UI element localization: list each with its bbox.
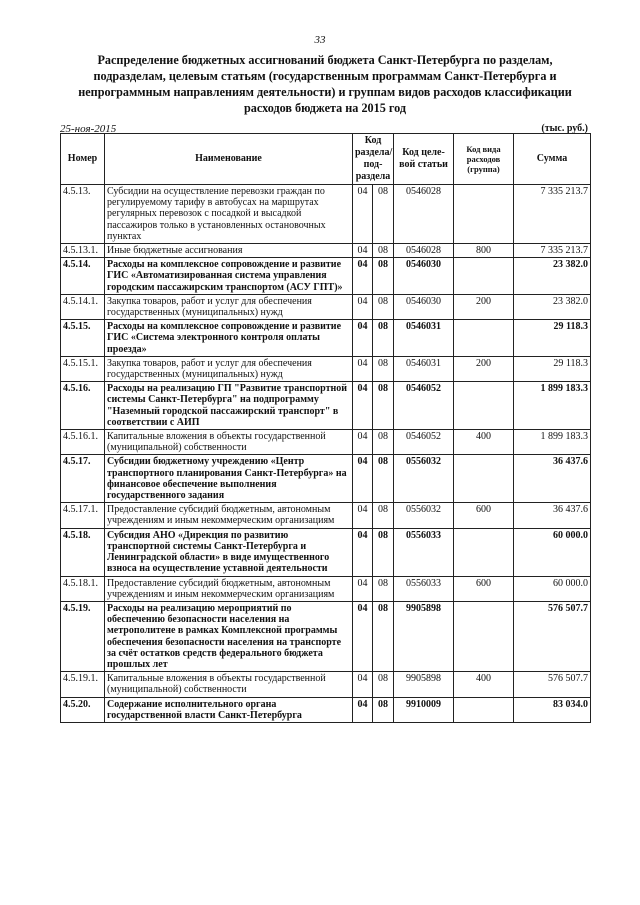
row-name-cell: Иные бюджетные ассигнования xyxy=(105,244,353,258)
row-section-cell: 04 xyxy=(353,455,373,503)
row-subsection-cell: 08 xyxy=(373,185,394,244)
row-subsection-cell: 08 xyxy=(373,258,394,295)
row-section-cell: 04 xyxy=(353,258,373,295)
row-article-cell: 0556033 xyxy=(394,576,454,601)
row-subsection-cell: 08 xyxy=(373,320,394,357)
row-article-cell: 0546028 xyxy=(394,185,454,244)
row-sum-cell: 29 118.3 xyxy=(514,320,591,357)
row-name-cell: Расходы на комплексное сопровождение и развитие ГИС «Автоматизированная система управления городским пассажирским транспортом (АСУ ГПТ)» xyxy=(105,258,353,295)
row-subsection-cell: 08 xyxy=(373,382,394,430)
row-sum-cell: 23 382.0 xyxy=(514,258,591,295)
budget-table xyxy=(60,133,591,723)
table-row xyxy=(61,185,591,244)
row-article-cell: 0546030 xyxy=(394,258,454,295)
row-group-cell xyxy=(454,382,514,430)
row-sum-cell: 23 382.0 xyxy=(514,294,591,319)
row-group-cell xyxy=(454,697,514,722)
table-row xyxy=(61,672,591,697)
row-number-cell: 4.5.18.1. xyxy=(61,576,105,601)
row-number-cell: 4.5.20. xyxy=(61,697,105,722)
table-row xyxy=(61,320,591,357)
row-sum-cell: 60 000.0 xyxy=(514,528,591,576)
header-name: Наименование xyxy=(105,134,353,185)
row-name-cell: Субсидии бюджетному учреждению «Центр транспортного планирования Санкт-Петербурга» на финансовое обеспечение выполнения государственного задания xyxy=(105,455,353,503)
row-subsection-cell: 08 xyxy=(373,356,394,381)
row-number-cell: 4.5.14.1. xyxy=(61,294,105,319)
table-row xyxy=(61,697,591,722)
row-sum-cell: 1 899 183.3 xyxy=(514,382,591,430)
document-date: 25-ноя-2015 xyxy=(60,123,117,135)
row-group-cell xyxy=(454,528,514,576)
row-section-cell: 04 xyxy=(353,430,373,455)
row-section-cell: 04 xyxy=(353,576,373,601)
row-sum-cell: 36 437.6 xyxy=(514,503,591,528)
row-number-cell: 4.5.15. xyxy=(61,320,105,357)
row-article-cell: 0546052 xyxy=(394,382,454,430)
row-sum-cell: 576 507.7 xyxy=(514,672,591,697)
row-section-cell: 04 xyxy=(353,528,373,576)
row-article-cell: 9905898 xyxy=(394,601,454,671)
row-group-cell xyxy=(454,455,514,503)
row-name-cell: Содержание исполнительного органа государственной власти Санкт-Петербурга xyxy=(105,697,353,722)
row-number-cell: 4.5.16. xyxy=(61,382,105,430)
table-row xyxy=(61,382,591,430)
row-number-cell: 4.5.15.1. xyxy=(61,356,105,381)
row-article-cell: 0546031 xyxy=(394,320,454,357)
row-section-cell: 04 xyxy=(353,697,373,722)
table-row xyxy=(61,576,591,601)
row-sum-cell: 83 034.0 xyxy=(514,697,591,722)
row-article-cell: 0556032 xyxy=(394,503,454,528)
row-article-cell: 0546028 xyxy=(394,244,454,258)
table-row xyxy=(61,294,591,319)
document-title: Распределение бюджетных ассигнований бюджета Санкт-Петербурга по разделам, подразделам, целевым статьям (государственным программам Санкт-Петербурга и непрограммным направлениям деятельности) и группам видов расходов классификации расходов бюджета на 2015 год xyxy=(78,53,572,115)
row-section-cell: 04 xyxy=(353,244,373,258)
row-sum-cell: 1 899 183.3 xyxy=(514,430,591,455)
row-name-cell: Капитальные вложения в объекты государственной (муниципальной) собственности xyxy=(105,672,353,697)
row-section-cell: 04 xyxy=(353,382,373,430)
row-section-cell: 04 xyxy=(353,672,373,697)
row-name-cell: Субсидии на осуществление перевозки граждан по регулируемому тарифу в автобусах на маршрутах регулярных перевозок с посадкой и высадкой пассажиров только в установленных остановочных пунктах xyxy=(105,185,353,244)
row-article-cell: 0556033 xyxy=(394,528,454,576)
page-number: 33 xyxy=(314,34,326,46)
row-subsection-cell: 08 xyxy=(373,503,394,528)
row-name-cell: Расходы на реализацию ГП "Развитие транспортной системы Санкт-Петербурга" на подпрограмму "Наземный городской пассажирский транспорт" в соответствии с АИП xyxy=(105,382,353,430)
table-row xyxy=(61,430,591,455)
table-row xyxy=(61,601,591,671)
row-article-cell: 9905898 xyxy=(394,672,454,697)
row-name-cell: Расходы на комплексное сопровождение и развитие ГИС «Система электронного контроля оплаты проезда» xyxy=(105,320,353,357)
row-number-cell: 4.5.13.1. xyxy=(61,244,105,258)
row-group-cell: 200 xyxy=(454,356,514,381)
row-name-cell: Предоставление субсидий бюджетным, автономным учреждениям и иным некоммерческим организациям xyxy=(105,576,353,601)
row-subsection-cell: 08 xyxy=(373,244,394,258)
row-article-cell: 0546030 xyxy=(394,294,454,319)
row-group-cell: 200 xyxy=(454,294,514,319)
row-subsection-cell: 08 xyxy=(373,294,394,319)
table-row xyxy=(61,503,591,528)
row-subsection-cell: 08 xyxy=(373,601,394,671)
row-article-cell: 0546031 xyxy=(394,356,454,381)
row-section-cell: 04 xyxy=(353,356,373,381)
row-name-cell: Закупка товаров, работ и услуг для обеспечения государственных (муниципальных) нужд xyxy=(105,294,353,319)
row-group-cell: 400 xyxy=(454,672,514,697)
row-sum-cell: 60 000.0 xyxy=(514,576,591,601)
row-sum-cell: 29 118.3 xyxy=(514,356,591,381)
row-section-cell: 04 xyxy=(353,503,373,528)
row-number-cell: 4.5.18. xyxy=(61,528,105,576)
row-section-cell: 04 xyxy=(353,320,373,357)
row-section-cell: 04 xyxy=(353,601,373,671)
header-group: Код вида расходов (группа) xyxy=(454,134,514,185)
row-number-cell: 4.5.16.1. xyxy=(61,430,105,455)
row-sum-cell: 36 437.6 xyxy=(514,455,591,503)
row-subsection-cell: 08 xyxy=(373,576,394,601)
row-number-cell: 4.5.19. xyxy=(61,601,105,671)
table-row xyxy=(61,244,591,258)
row-name-cell: Субсидия АНО «Дирекция по развитию транспортной системы Санкт-Петербурга и Ленинградской области» в виде имущественного взноса на осуществление уставной деятельности xyxy=(105,528,353,576)
row-article-cell: 0546052 xyxy=(394,430,454,455)
row-article-cell: 9910009 xyxy=(394,697,454,722)
row-subsection-cell: 08 xyxy=(373,672,394,697)
row-number-cell: 4.5.14. xyxy=(61,258,105,295)
row-subsection-cell: 08 xyxy=(373,528,394,576)
row-article-cell: 0556032 xyxy=(394,455,454,503)
table-row xyxy=(61,356,591,381)
row-subsection-cell: 08 xyxy=(373,455,394,503)
header-article: Код целе-вой статьи xyxy=(394,134,454,185)
units-label: (тыс. руб.) xyxy=(541,123,588,134)
row-name-cell: Закупка товаров, работ и услуг для обеспечения государственных (муниципальных) нужд xyxy=(105,356,353,381)
row-group-cell xyxy=(454,601,514,671)
header-section: Код раздела/ под-раздела xyxy=(353,134,394,185)
row-section-cell: 04 xyxy=(353,294,373,319)
row-group-cell: 400 xyxy=(454,430,514,455)
row-name-cell: Капитальные вложения в объекты государственной (муниципальной) собственности xyxy=(105,430,353,455)
row-sum-cell: 7 335 213.7 xyxy=(514,244,591,258)
row-group-cell: 600 xyxy=(454,576,514,601)
row-group-cell: 800 xyxy=(454,244,514,258)
row-group-cell xyxy=(454,320,514,357)
table-row xyxy=(61,455,591,503)
row-sum-cell: 576 507.7 xyxy=(514,601,591,671)
row-subsection-cell: 08 xyxy=(373,697,394,722)
row-group-cell: 600 xyxy=(454,503,514,528)
row-number-cell: 4.5.17.1. xyxy=(61,503,105,528)
row-section-cell: 04 xyxy=(353,185,373,244)
row-number-cell: 4.5.19.1. xyxy=(61,672,105,697)
header-sum: Сумма xyxy=(514,134,591,185)
row-subsection-cell: 08 xyxy=(373,430,394,455)
table-row xyxy=(61,528,591,576)
row-sum-cell: 7 335 213.7 xyxy=(514,185,591,244)
row-group-cell xyxy=(454,185,514,244)
row-name-cell: Расходы на реализацию мероприятий по обеспечению безопасности населения на метрополитене в рамках Комплексной программы обеспечения безопасности населения на транспорте за счёт остатков средств федерального бюджета прошлых лет xyxy=(105,601,353,671)
table-header-row xyxy=(61,134,591,185)
row-name-cell: Предоставление субсидий бюджетным, автономным учреждениям и иным некоммерческим организациям xyxy=(105,503,353,528)
row-number-cell: 4.5.17. xyxy=(61,455,105,503)
header-number: Номер xyxy=(61,134,105,185)
row-number-cell: 4.5.13. xyxy=(61,185,105,244)
table-row xyxy=(61,258,591,295)
row-group-cell xyxy=(454,258,514,295)
